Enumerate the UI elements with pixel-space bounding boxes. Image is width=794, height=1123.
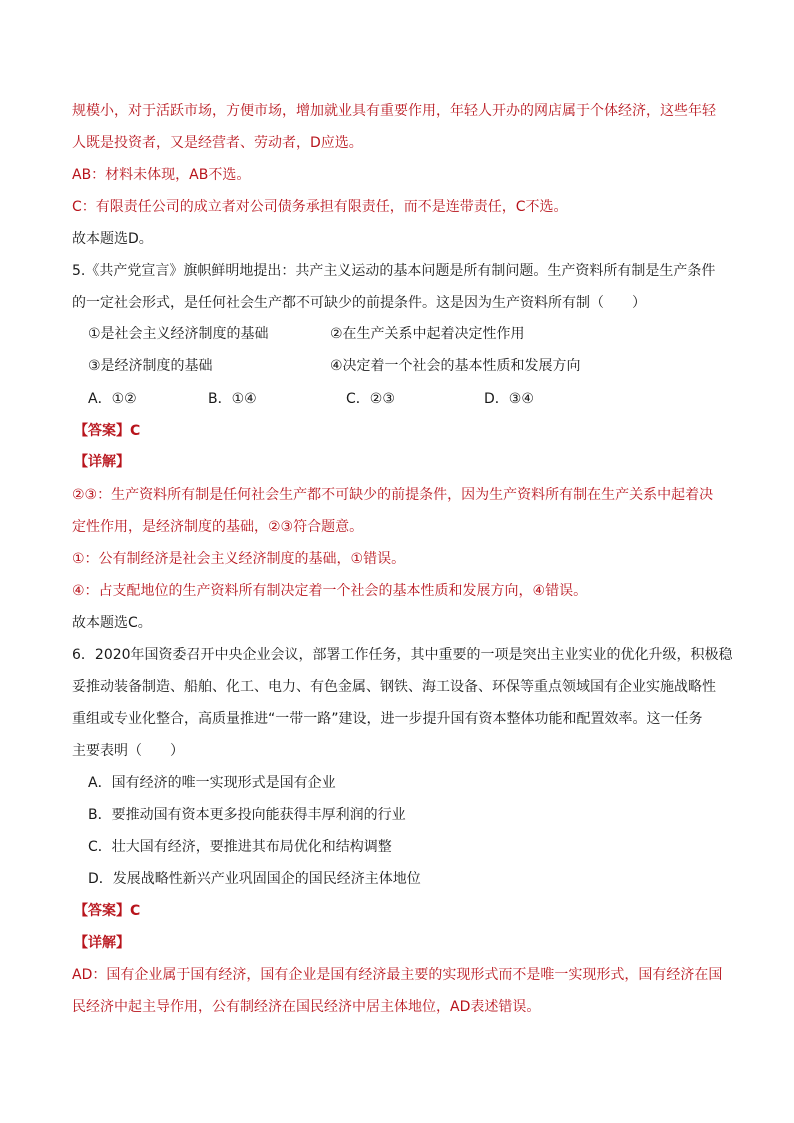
q6-analysis-line-2: 民经济中起主导作用，公有制经济在国民经济中居主体地位，AD表述错误。 [72, 999, 541, 1015]
q6-choice-d: D．发展战略性新兴产业巩固国企的国民经济主体地位 [88, 871, 421, 887]
q5-statement-2: ②在生产关系中起着决定性作用 [330, 326, 525, 342]
q5-analysis-line-1: ②③：生产资料所有制是任何社会生产都不可缺少的前提条件，因为生产资料所有制在生产关系中起着决 [72, 487, 714, 503]
q5-analysis-line-2: 定性作用，是经济制度的基础，②③符合题意。 [72, 519, 364, 535]
q4-analysis-line-1: 规模小，对于活跃市场，方便市场，增加就业具有重要作用，年轻人开办的网店属于个体经济，这些年轻 [72, 103, 716, 119]
q5-choice-a: A．①② [88, 391, 137, 407]
q6-choice-b: B．要推动国有资本更多投向能获得丰厚利润的行业 [88, 807, 406, 823]
q5-detail-label: 【详解】 [74, 454, 130, 470]
q6-detail-label: 【详解】 [74, 935, 130, 951]
q5-stem-line-1: 5.《共产党宣言》旗帜鲜明地提出：共产主义运动的基本问题是所有制问题。生产资料所有制是生产条件 [72, 263, 716, 279]
q6-choice-c: C．壮大国有经济，要推进其布局优化和结构调整 [88, 839, 392, 855]
q6-analysis-line-1: AD：国有企业属于国有经济，国有企业是国有经济最主要的实现形式而不是唯一实现形式，国有经济在国 [72, 967, 723, 983]
q6-stem-line-1: 6．2020年国资委召开中央企业会议，部署工作任务，其中重要的一项是突出主业实业的优化升级，积极稳 [72, 647, 733, 663]
q6-stem-line-4: 主要表明（ ） [72, 743, 184, 759]
q4-conclusion: 故本题选D。 [72, 231, 153, 247]
q5-choice-b: B．①④ [208, 391, 257, 407]
q5-choice-d: D．③④ [484, 391, 534, 407]
q4-analysis-line-3: AB：材料未体现，AB不选。 [72, 167, 251, 183]
q6-stem-line-2: 妥推动装备制造、船舶、化工、电力、有色金属、钢铁、海工设备、环保等重点领域国有企业实施战略性 [72, 679, 716, 695]
q6-choice-a: A．国有经济的唯一实现形式是国有企业 [88, 775, 336, 791]
q5-stem-line-2: 的一定社会形式，是任何社会生产都不可缺少的前提条件。这是因为生产资料所有制（ ） [72, 295, 646, 311]
q5-statement-4: ④决定着一个社会的基本性质和发展方向 [330, 358, 581, 374]
q5-statement-1: ①是社会主义经济制度的基础 [88, 326, 269, 342]
q5-statement-3: ③是经济制度的基础 [88, 358, 213, 374]
q5-analysis-line-3: ①：公有制经济是社会主义经济制度的基础，①错误。 [72, 551, 406, 567]
q5-analysis-line-4: ④：占支配地位的生产资料所有制决定着一个社会的基本性质和发展方向，④错误。 [72, 583, 588, 599]
q5-answer-label: 【答案】C [74, 423, 141, 439]
q6-stem-line-3: 重组或专业化整合，高质量推进“一带一路”建设，进一步提升国有资本整体功能和配置效率。这一任务 [72, 711, 703, 727]
q6-answer-label: 【答案】C [74, 903, 141, 919]
q4-analysis-line-4: C：有限责任公司的成立者对公司债务承担有限责任，而不是连带责任，C不选。 [72, 199, 568, 215]
q5-conclusion: 故本题选C。 [72, 615, 152, 631]
q4-analysis-line-2: 人既是投资者，又是经营者、劳动者，D应选。 [72, 135, 363, 151]
q5-choice-c: C．②③ [346, 391, 395, 407]
